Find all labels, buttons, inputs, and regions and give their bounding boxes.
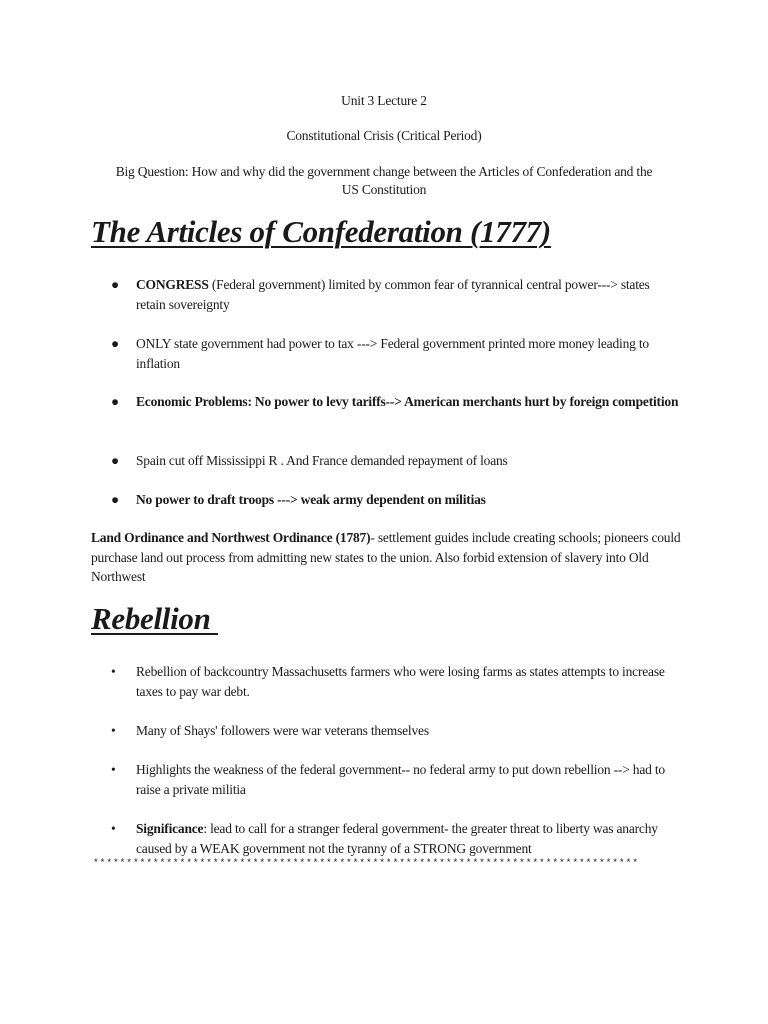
bullet-text: Highlights the weakness of the federal government-- no federal army to put down rebellion --> had to raise a private militia — [136, 762, 665, 797]
bullet-bold-text: No power to draft troops ---> weak army dependent on militias — [136, 492, 486, 507]
section-title-rebellion: Rebellion — [91, 601, 219, 636]
bullet-text: (Federal government) limited by common fear of tyrannical central power---> states retain sovereignty — [136, 277, 650, 312]
bullet-icon: ● — [111, 336, 119, 351]
bullet-bold-text: CONGRESS — [136, 277, 209, 292]
bullet-icon: ● — [111, 394, 119, 409]
ordinance-text: - settlement guides include creating schools; pioneers could purchase land out process from admitting new states to the union. Also forbid extension of slavery into Old Northwest — [91, 530, 681, 584]
bullet-bold-text: Economic Problems: No power to levy tariffs--> American merchants hurt by foreign competition — [136, 394, 679, 409]
bullet-text: : lead to call for a stranger federal government- the greater threat to liberty was anarchy caused by a WEAK government not the tyranny of a STRONG government — [136, 821, 658, 856]
big-question-line-1: Big Question: How and why did the government change between the Articles of Confederation and the — [115, 164, 653, 179]
unit-heading: Unit 3 Lecture 2 — [341, 93, 427, 108]
subtitle: Constitutional Crisis (Critical Period) — [286, 128, 482, 143]
bullet-text: Spain cut off Mississippi R . And France demanded repayment of loans — [136, 453, 508, 468]
big-question-line-2: US Constitution — [341, 182, 427, 197]
bullet-icon: • — [111, 664, 116, 679]
ordinance-title: Land Ordinance and Northwest Ordinance (1787) — [91, 530, 371, 545]
bullet-icon: • — [111, 723, 116, 738]
asterisk-divider: ********************************************************************************** — [93, 857, 639, 868]
bullet-icon: • — [111, 821, 116, 836]
bullet-text: Rebellion of backcountry Massachusetts farmers who were losing farms as states attempts to increase taxes to pay war debt. — [136, 664, 665, 699]
bullet-icon: • — [111, 762, 116, 777]
bullet-icon: ● — [111, 453, 119, 468]
bullet-icon: ● — [111, 492, 119, 507]
section-title-articles: The Articles of Confederation (1777) — [91, 214, 551, 249]
bullet-text: ONLY state government had power to tax ---> Federal government printed more money leading to inflation — [136, 336, 649, 371]
bullet-icon: ● — [111, 277, 119, 292]
ordinance-paragraph — [91, 528, 681, 587]
bullet-bold-text: Significance — [136, 821, 204, 836]
bullet-text: Many of Shays' followers were war veterans themselves — [136, 723, 429, 738]
